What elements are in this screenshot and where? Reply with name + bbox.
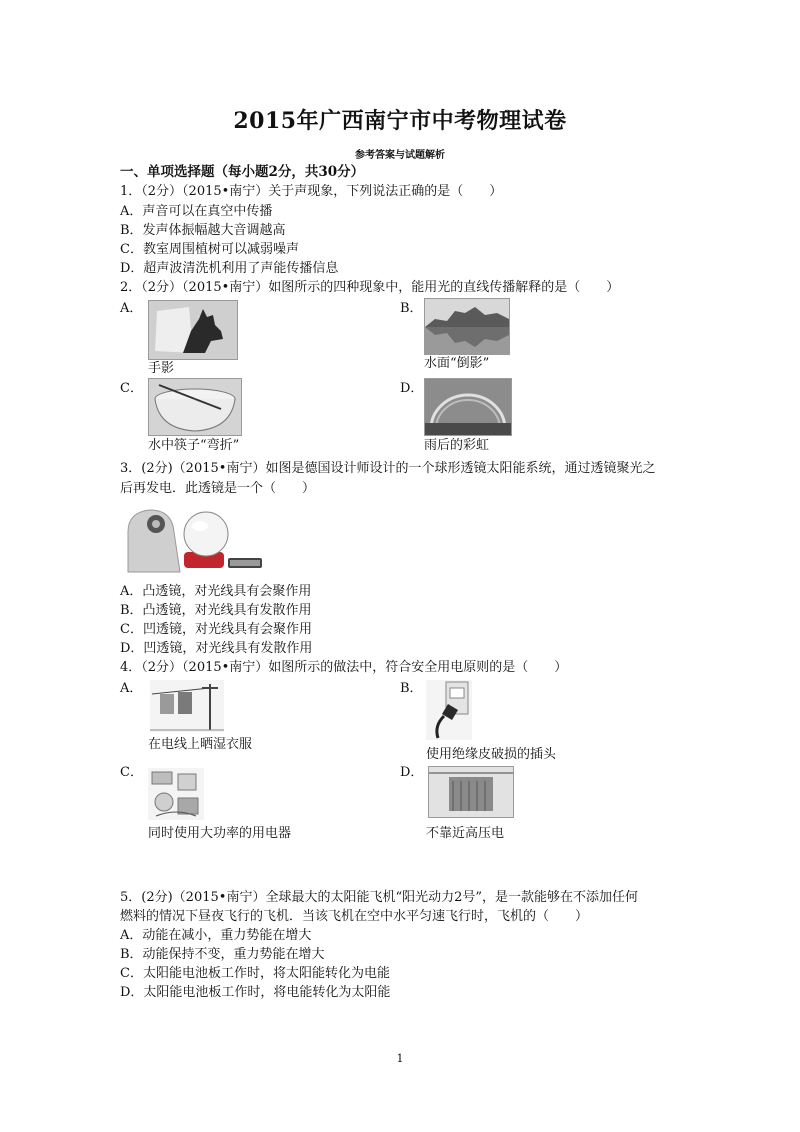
question-3-option-c: C．凹透镜，对光线具有会聚作用	[120, 622, 312, 637]
damaged-plug-image	[426, 680, 472, 740]
high-voltage-image	[428, 766, 514, 818]
page-subtitle: 参考答案与试题解析	[355, 150, 445, 161]
question-5-stem-line1: 5．(2分)（2015•南宁）全球最大的太阳能飞机“阳光动力2号”，是一款能够在不添加任何	[120, 890, 639, 905]
question-1-option-d: D．超声波清洗机利用了声能传播信息	[120, 261, 339, 276]
question-2-caption-b: 水面“倒影”	[424, 356, 490, 371]
water-reflection-drawing	[425, 299, 509, 354]
water-reflection-image	[424, 298, 510, 355]
question-1-option-b: B．发声体振幅越大音调越高	[120, 223, 286, 238]
question-2-label-b: B．	[400, 301, 423, 316]
question-2-caption-c: 水中筷子“弯折”	[148, 438, 240, 453]
question-2-label-c: C．	[120, 381, 143, 396]
question-3-stem-line2: 后再发电．此透镜是一个（ ）	[120, 481, 316, 496]
high-power-appliances-image	[148, 768, 204, 820]
page-number: 1	[396, 1052, 404, 1065]
question-4-label-b: B．	[400, 681, 423, 696]
question-4-caption-c: 同时使用大功率的用电器	[148, 826, 292, 841]
question-4-label-c: C．	[120, 765, 143, 780]
question-5-option-b: B．动能保持不变，重力势能在增大	[120, 947, 325, 962]
damaged-plug-drawing	[426, 680, 472, 740]
page-title: 2015年广西南宁市中考物理试卷	[233, 108, 567, 134]
rainbow-image	[424, 378, 512, 436]
question-2-caption-d: 雨后的彩虹	[424, 438, 490, 453]
question-3-option-b: B．凸透镜，对光线具有发散作用	[120, 603, 312, 618]
wet-clothes-drawing	[150, 680, 224, 732]
spherical-lens-image	[120, 502, 270, 574]
question-4-stem: 4．（2分）（2015•南宁）如图所示的做法中，符合安全用电原则的是（ ）	[120, 660, 568, 675]
spherical-lens-drawing	[120, 502, 270, 574]
question-2-label-a: A．	[120, 301, 143, 316]
question-5-option-c: C．太阳能电池板工作时，将太阳能转化为电能	[120, 966, 390, 981]
high-voltage-drawing	[429, 767, 513, 817]
question-4-caption-b: 使用绝缘皮破损的插头	[426, 747, 557, 762]
wet-clothes-on-wire-image	[150, 680, 224, 732]
appliances-drawing	[148, 768, 204, 820]
question-3-option-a: A．凸透镜，对光线具有会聚作用	[120, 584, 312, 599]
question-1-stem: 1．（2分）（2015•南宁）关于声现象，下列说法正确的是（ ）	[120, 184, 503, 199]
question-1-option-c: C．教室周围植树可以减弱噪声	[120, 242, 299, 257]
question-4-caption-d: 不靠近高压电	[426, 826, 505, 841]
question-4-label-a: A．	[120, 681, 143, 696]
hand-shadow-drawing	[149, 301, 237, 359]
question-2-stem: 2．（2分）（2015•南宁）如图所示的四种现象中，能用光的直线传播解释的是（ ）	[120, 280, 620, 295]
question-5-option-a: A．动能在减小，重力势能在增大	[120, 928, 312, 943]
hand-shadow-image	[148, 300, 238, 360]
rainbow-drawing	[425, 379, 511, 435]
question-4-caption-a: 在电线上晒湿衣服	[148, 737, 253, 752]
question-2-label-d: D．	[400, 381, 424, 396]
question-2-caption-a: 手影	[148, 361, 175, 376]
bent-chopstick-drawing	[149, 379, 241, 435]
section-heading: 一、单项选择题（每小题2分，共30分）	[120, 164, 365, 180]
question-1-option-a: A．声音可以在真空中传播	[120, 204, 273, 219]
question-3-stem-line1: 3．(2分)（2015•南宁）如图是德国设计师设计的一个球形透镜太阳能系统，通过透镜聚光之	[120, 461, 656, 476]
question-5-option-d: D．太阳能电池板工作时，将电能转化为太阳能	[120, 985, 391, 1000]
question-4-label-d: D．	[400, 765, 424, 780]
question-3-option-d: D．凹透镜，对光线具有发散作用	[120, 641, 313, 656]
bent-chopstick-image	[148, 378, 242, 436]
question-5-stem-line2: 燃料的情况下昼夜飞行的飞机．当该飞机在空中水平匀速飞行时，飞机的（ ）	[120, 909, 589, 924]
